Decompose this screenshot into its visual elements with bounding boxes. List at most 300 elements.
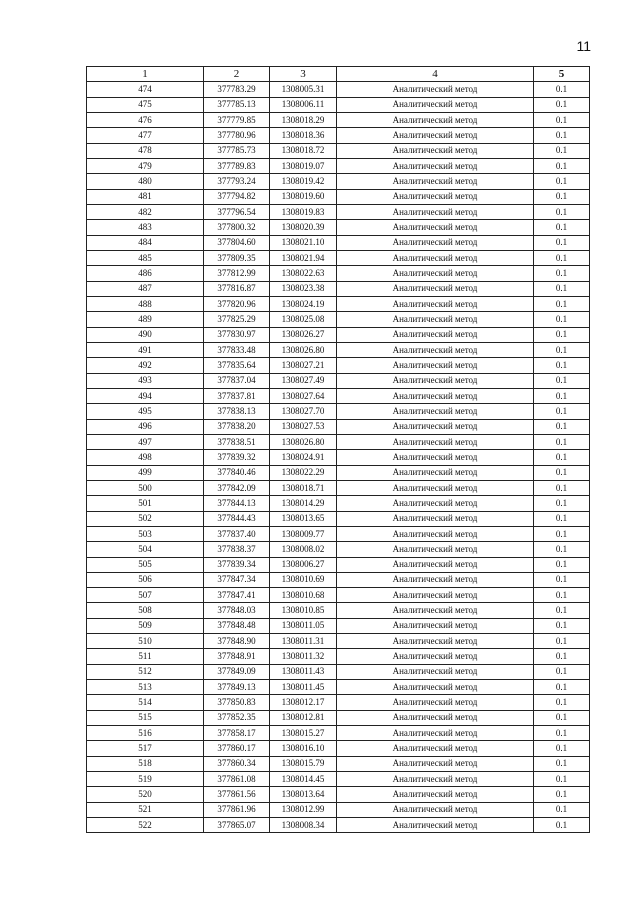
- table-cell: 377838.20: [204, 419, 270, 434]
- table-cell: 377835.64: [204, 358, 270, 373]
- table-row: [87, 189, 590, 204]
- table-cell: 489: [87, 312, 204, 327]
- table-cell: Аналитический метод: [337, 373, 534, 388]
- table-cell: Аналитический метод: [337, 112, 534, 127]
- table-row: [87, 450, 590, 465]
- table-row: [87, 281, 590, 296]
- table-cell: 377793.24: [204, 174, 270, 189]
- table-cell: 1308011.32: [270, 649, 337, 664]
- table-cell: 377840.46: [204, 465, 270, 480]
- table-cell: 0.1: [534, 434, 590, 449]
- table-cell: Аналитический метод: [337, 281, 534, 296]
- table-cell: 0.1: [534, 373, 590, 388]
- table-cell: Аналитический метод: [337, 128, 534, 143]
- table-cell: 0.1: [534, 235, 590, 250]
- table-cell: 491: [87, 342, 204, 357]
- table-row: [87, 174, 590, 189]
- table-cell: 497: [87, 434, 204, 449]
- table-cell: Аналитический метод: [337, 235, 534, 250]
- table-cell: 490: [87, 327, 204, 342]
- table-cell: 480: [87, 174, 204, 189]
- table-cell: 1308012.99: [270, 802, 337, 817]
- table-cell: Аналитический метод: [337, 726, 534, 741]
- table-row: [87, 312, 590, 327]
- table-row: [87, 818, 590, 833]
- column-header: 4: [337, 67, 534, 82]
- table-cell: Аналитический метод: [337, 250, 534, 265]
- table-cell: Аналитический метод: [337, 174, 534, 189]
- table-cell: 1308010.69: [270, 572, 337, 587]
- table-cell: Аналитический метод: [337, 143, 534, 158]
- table-cell: 377812.99: [204, 266, 270, 281]
- table-row: [87, 112, 590, 127]
- table-cell: 1308011.45: [270, 680, 337, 695]
- table-header-row: [87, 67, 590, 82]
- table-cell: 509: [87, 618, 204, 633]
- table-cell: 0.1: [534, 419, 590, 434]
- table-cell: 377839.34: [204, 557, 270, 572]
- table-cell: 485: [87, 250, 204, 265]
- table-cell: 377849.13: [204, 680, 270, 695]
- table-cell: Аналитический метод: [337, 358, 534, 373]
- table-cell: 0.1: [534, 296, 590, 311]
- table-cell: 0.1: [534, 787, 590, 802]
- table-cell: 1308014.29: [270, 496, 337, 511]
- table-cell: 377861.56: [204, 787, 270, 802]
- table-cell: Аналитический метод: [337, 342, 534, 357]
- table-row: [87, 756, 590, 771]
- table-cell: 0.1: [534, 572, 590, 587]
- table-cell: Аналитический метод: [337, 419, 534, 434]
- table-cell: 1308023.38: [270, 281, 337, 296]
- table-cell: 0.1: [534, 266, 590, 281]
- table-row: [87, 358, 590, 373]
- table-cell: Аналитический метод: [337, 634, 534, 649]
- table-cell: Аналитический метод: [337, 818, 534, 833]
- table-cell: 377796.54: [204, 204, 270, 219]
- table-row: [87, 266, 590, 281]
- table-cell: 1308027.53: [270, 419, 337, 434]
- table-cell: 377860.34: [204, 756, 270, 771]
- table-cell: 377825.29: [204, 312, 270, 327]
- table-cell: 516: [87, 726, 204, 741]
- table-cell: Аналитический метод: [337, 82, 534, 97]
- table-cell: 0.1: [534, 680, 590, 695]
- table-cell: 510: [87, 634, 204, 649]
- table-cell: 377848.48: [204, 618, 270, 633]
- table-row: [87, 649, 590, 664]
- table-cell: 513: [87, 680, 204, 695]
- table-cell: 1308011.43: [270, 664, 337, 679]
- table-cell: 479: [87, 158, 204, 173]
- table-cell: Аналитический метод: [337, 296, 534, 311]
- table-row: [87, 664, 590, 679]
- table-cell: 1308021.94: [270, 250, 337, 265]
- table-row: [87, 787, 590, 802]
- table-cell: 504: [87, 542, 204, 557]
- table-cell: Аналитический метод: [337, 465, 534, 480]
- table-cell: 0.1: [534, 480, 590, 495]
- table-cell: Аналитический метод: [337, 496, 534, 511]
- table-cell: 1308019.42: [270, 174, 337, 189]
- table-cell: Аналитический метод: [337, 664, 534, 679]
- table-cell: 488: [87, 296, 204, 311]
- table-cell: 0.1: [534, 695, 590, 710]
- table-cell: 0.1: [534, 312, 590, 327]
- table-cell: 1308024.19: [270, 296, 337, 311]
- table-cell: Аналитический метод: [337, 434, 534, 449]
- table-row: [87, 250, 590, 265]
- table-cell: 517: [87, 741, 204, 756]
- table-cell: 0.1: [534, 174, 590, 189]
- table-cell: 377844.13: [204, 496, 270, 511]
- table-cell: 1308025.08: [270, 312, 337, 327]
- table-cell: 1308013.64: [270, 787, 337, 802]
- table-cell: Аналитический метод: [337, 312, 534, 327]
- table-cell: Аналитический метод: [337, 557, 534, 572]
- table-row: [87, 480, 590, 495]
- table-cell: 477: [87, 128, 204, 143]
- table-row: [87, 710, 590, 725]
- table-row: [87, 404, 590, 419]
- table-cell: 0.1: [534, 450, 590, 465]
- table-cell: 377847.41: [204, 588, 270, 603]
- table-cell: 377861.08: [204, 772, 270, 787]
- table-cell: 476: [87, 112, 204, 127]
- table-cell: 377847.34: [204, 572, 270, 587]
- table-cell: 519: [87, 772, 204, 787]
- table-cell: Аналитический метод: [337, 266, 534, 281]
- table-cell: 1308019.60: [270, 189, 337, 204]
- table-cell: 1308026.80: [270, 342, 337, 357]
- table-cell: 1308010.68: [270, 588, 337, 603]
- table-cell: Аналитический метод: [337, 572, 534, 587]
- table-cell: 1308026.80: [270, 434, 337, 449]
- table-cell: 0.1: [534, 204, 590, 219]
- table-row: [87, 235, 590, 250]
- table-cell: 0.1: [534, 97, 590, 112]
- table-cell: 1308021.10: [270, 235, 337, 250]
- table-cell: 1308018.71: [270, 480, 337, 495]
- table-cell: 377858.17: [204, 726, 270, 741]
- table-cell: 0.1: [534, 158, 590, 173]
- page-number: 11: [576, 38, 591, 54]
- table-cell: 377820.96: [204, 296, 270, 311]
- table-cell: 377830.97: [204, 327, 270, 342]
- table-cell: 0.1: [534, 726, 590, 741]
- table-cell: 377838.13: [204, 404, 270, 419]
- table-cell: 498: [87, 450, 204, 465]
- table-cell: 377839.32: [204, 450, 270, 465]
- table-cell: 499: [87, 465, 204, 480]
- table-row: [87, 143, 590, 158]
- table-cell: 475: [87, 97, 204, 112]
- column-header: 2: [204, 67, 270, 82]
- table-cell: Аналитический метод: [337, 220, 534, 235]
- column-header: 5: [534, 67, 590, 82]
- table-cell: 1308027.64: [270, 388, 337, 403]
- table-cell: 1308019.07: [270, 158, 337, 173]
- table-cell: 1308006.27: [270, 557, 337, 572]
- table-cell: Аналитический метод: [337, 680, 534, 695]
- table-cell: 1308011.31: [270, 634, 337, 649]
- table-row: [87, 680, 590, 695]
- table-row: [87, 327, 590, 342]
- table-cell: 377837.40: [204, 526, 270, 541]
- table-cell: 518: [87, 756, 204, 771]
- table-cell: 377844.43: [204, 511, 270, 526]
- table-row: [87, 220, 590, 235]
- table-row: [87, 496, 590, 511]
- table-cell: 515: [87, 710, 204, 725]
- table-row: [87, 158, 590, 173]
- table-cell: 1308015.79: [270, 756, 337, 771]
- table-cell: 0.1: [534, 756, 590, 771]
- table-cell: 501: [87, 496, 204, 511]
- table-cell: 0.1: [534, 588, 590, 603]
- table-cell: 0.1: [534, 388, 590, 403]
- table-cell: 514: [87, 695, 204, 710]
- table-cell: 1308008.34: [270, 818, 337, 833]
- table-row: [87, 772, 590, 787]
- table-cell: 377816.87: [204, 281, 270, 296]
- table-cell: Аналитический метод: [337, 695, 534, 710]
- table-cell: Аналитический метод: [337, 649, 534, 664]
- table-cell: 1308018.36: [270, 128, 337, 143]
- table-row: [87, 526, 590, 541]
- table-row: [87, 726, 590, 741]
- table-cell: 0.1: [534, 358, 590, 373]
- table-cell: Аналитический метод: [337, 511, 534, 526]
- table-cell: 377837.04: [204, 373, 270, 388]
- table-cell: 0.1: [534, 818, 590, 833]
- table-cell: 505: [87, 557, 204, 572]
- table-cell: 0.1: [534, 128, 590, 143]
- table-cell: 0.1: [534, 557, 590, 572]
- table-cell: 493: [87, 373, 204, 388]
- table-cell: 474: [87, 82, 204, 97]
- table-cell: 1308018.29: [270, 112, 337, 127]
- table-cell: Аналитический метод: [337, 618, 534, 633]
- table-cell: Аналитический метод: [337, 450, 534, 465]
- table-cell: 377804.60: [204, 235, 270, 250]
- table-cell: 481: [87, 189, 204, 204]
- table-cell: 0.1: [534, 404, 590, 419]
- table-row: [87, 557, 590, 572]
- table-body: [87, 82, 590, 833]
- table-cell: 1308008.02: [270, 542, 337, 557]
- table-cell: 1308027.21: [270, 358, 337, 373]
- table-cell: Аналитический метод: [337, 603, 534, 618]
- table-cell: 377838.37: [204, 542, 270, 557]
- table-cell: Аналитический метод: [337, 158, 534, 173]
- table-cell: 0.1: [534, 741, 590, 756]
- table-cell: 492: [87, 358, 204, 373]
- table-cell: 1308006.11: [270, 97, 337, 112]
- table-cell: 0.1: [534, 542, 590, 557]
- table-row: [87, 373, 590, 388]
- table-row: [87, 204, 590, 219]
- table-cell: 0.1: [534, 511, 590, 526]
- table-cell: 484: [87, 235, 204, 250]
- table-cell: 511: [87, 649, 204, 664]
- table-cell: 1308009.77: [270, 526, 337, 541]
- table-cell: 377837.81: [204, 388, 270, 403]
- table-cell: Аналитический метод: [337, 404, 534, 419]
- table-cell: 503: [87, 526, 204, 541]
- table-cell: Аналитический метод: [337, 189, 534, 204]
- table-row: [87, 802, 590, 817]
- coordinates-table: [86, 66, 590, 833]
- table-cell: 1308010.85: [270, 603, 337, 618]
- table-cell: 377860.17: [204, 741, 270, 756]
- table-cell: 377852.35: [204, 710, 270, 725]
- table-cell: 377861.96: [204, 802, 270, 817]
- table-cell: 0.1: [534, 112, 590, 127]
- table-row: [87, 97, 590, 112]
- table-cell: 1308022.63: [270, 266, 337, 281]
- table-row: [87, 618, 590, 633]
- table-cell: 506: [87, 572, 204, 587]
- table-row: [87, 741, 590, 756]
- table-cell: 0.1: [534, 802, 590, 817]
- table-cell: 487: [87, 281, 204, 296]
- table-cell: 377794.82: [204, 189, 270, 204]
- table-cell: 1308005.31: [270, 82, 337, 97]
- table-cell: 1308024.91: [270, 450, 337, 465]
- table-cell: 377842.09: [204, 480, 270, 495]
- table-cell: 1308027.49: [270, 373, 337, 388]
- table-cell: 0.1: [534, 649, 590, 664]
- table-cell: 0.1: [534, 220, 590, 235]
- table-cell: Аналитический метод: [337, 480, 534, 495]
- table-cell: 1308026.27: [270, 327, 337, 342]
- table-cell: 1308016.10: [270, 741, 337, 756]
- table-cell: Аналитический метод: [337, 772, 534, 787]
- table-cell: 377789.83: [204, 158, 270, 173]
- table-cell: 0.1: [534, 526, 590, 541]
- table-cell: 522: [87, 818, 204, 833]
- table-cell: 377809.35: [204, 250, 270, 265]
- table-cell: Аналитический метод: [337, 542, 534, 557]
- table-cell: 0.1: [534, 327, 590, 342]
- table-cell: 0.1: [534, 710, 590, 725]
- table-cell: 494: [87, 388, 204, 403]
- table-cell: Аналитический метод: [337, 802, 534, 817]
- table-cell: 1308019.83: [270, 204, 337, 219]
- table-cell: 1308011.05: [270, 618, 337, 633]
- table-cell: Аналитический метод: [337, 388, 534, 403]
- table-cell: 0.1: [534, 496, 590, 511]
- table-cell: 1308013.65: [270, 511, 337, 526]
- table-cell: 1308027.70: [270, 404, 337, 419]
- table-cell: 1308018.72: [270, 143, 337, 158]
- table-cell: 495: [87, 404, 204, 419]
- table-cell: 496: [87, 419, 204, 434]
- column-header: 3: [270, 67, 337, 82]
- table-cell: 1308012.17: [270, 695, 337, 710]
- table-cell: Аналитический метод: [337, 741, 534, 756]
- table-row: [87, 465, 590, 480]
- table-row: [87, 82, 590, 97]
- table-cell: 483: [87, 220, 204, 235]
- table-row: [87, 634, 590, 649]
- table-cell: 0.1: [534, 250, 590, 265]
- table-row: [87, 296, 590, 311]
- table-cell: 502: [87, 511, 204, 526]
- table-cell: 377800.32: [204, 220, 270, 235]
- table-cell: 1308015.27: [270, 726, 337, 741]
- table-cell: 0.1: [534, 342, 590, 357]
- table-cell: 1308012.81: [270, 710, 337, 725]
- table-cell: 377780.96: [204, 128, 270, 143]
- table-cell: 377848.03: [204, 603, 270, 618]
- table-cell: Аналитический метод: [337, 204, 534, 219]
- table-cell: 520: [87, 787, 204, 802]
- table-cell: 377848.91: [204, 649, 270, 664]
- table-cell: Аналитический метод: [337, 588, 534, 603]
- table-cell: 377779.85: [204, 112, 270, 127]
- table-cell: Аналитический метод: [337, 327, 534, 342]
- table-cell: 0.1: [534, 664, 590, 679]
- table-cell: 377865.07: [204, 818, 270, 833]
- table-cell: 512: [87, 664, 204, 679]
- table-cell: 377785.13: [204, 97, 270, 112]
- table-cell: Аналитический метод: [337, 756, 534, 771]
- table-cell: 377850.83: [204, 695, 270, 710]
- table-cell: 1308020.39: [270, 220, 337, 235]
- table-cell: 0.1: [534, 82, 590, 97]
- table-row: [87, 695, 590, 710]
- table-cell: 500: [87, 480, 204, 495]
- table-cell: 377849.09: [204, 664, 270, 679]
- table-cell: 377785.73: [204, 143, 270, 158]
- table-cell: 377838.51: [204, 434, 270, 449]
- table-row: [87, 588, 590, 603]
- table-cell: 0.1: [534, 189, 590, 204]
- table-cell: 478: [87, 143, 204, 158]
- table-cell: 508: [87, 603, 204, 618]
- table-row: [87, 511, 590, 526]
- table-row: [87, 542, 590, 557]
- table-cell: 1308022.29: [270, 465, 337, 480]
- table-row: [87, 434, 590, 449]
- table-row: [87, 419, 590, 434]
- table-cell: Аналитический метод: [337, 710, 534, 725]
- table-cell: 0.1: [534, 603, 590, 618]
- table-cell: 377783.29: [204, 82, 270, 97]
- table-cell: 521: [87, 802, 204, 817]
- table-cell: 0.1: [534, 465, 590, 480]
- table-row: [87, 572, 590, 587]
- table-cell: 482: [87, 204, 204, 219]
- table-cell: Аналитический метод: [337, 97, 534, 112]
- table-cell: 0.1: [534, 618, 590, 633]
- table-row: [87, 128, 590, 143]
- table-cell: 0.1: [534, 281, 590, 296]
- table-row: [87, 342, 590, 357]
- table-cell: 0.1: [534, 143, 590, 158]
- table-cell: 0.1: [534, 634, 590, 649]
- table-cell: Аналитический метод: [337, 526, 534, 541]
- table-cell: 507: [87, 588, 204, 603]
- column-header: 1: [87, 67, 204, 82]
- table-cell: 377848.90: [204, 634, 270, 649]
- table-cell: 486: [87, 266, 204, 281]
- table-cell: 1308014.45: [270, 772, 337, 787]
- table-row: [87, 603, 590, 618]
- table-cell: 377833.48: [204, 342, 270, 357]
